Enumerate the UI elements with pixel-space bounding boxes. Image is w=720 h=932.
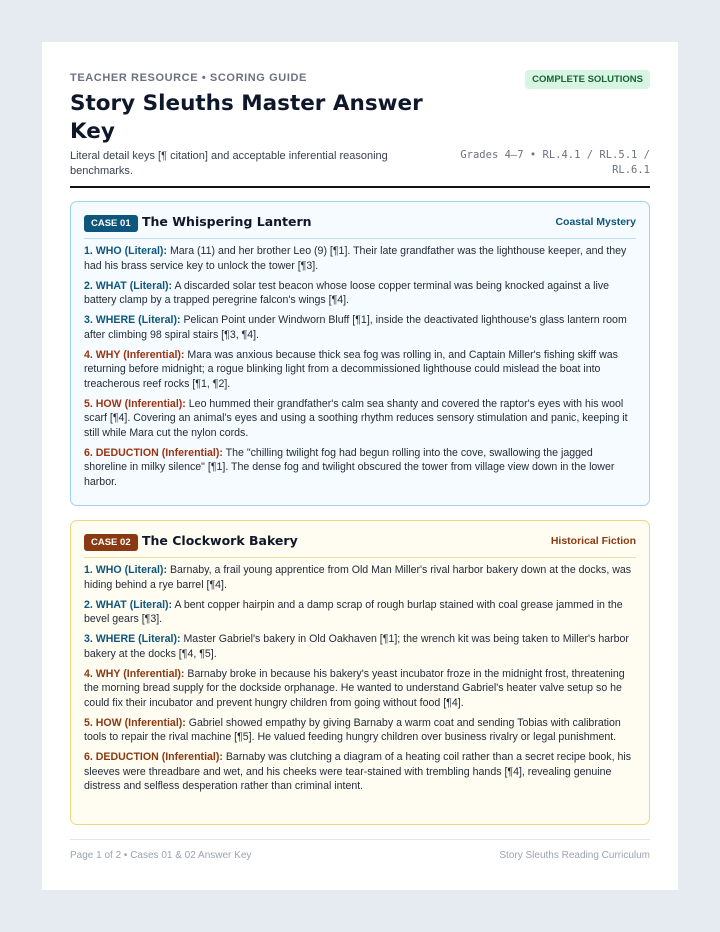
answer-item — [84, 446, 636, 490]
case-card-02 — [70, 520, 650, 825]
question-label: 5. HOW (Inferential): — [84, 716, 186, 729]
case-genre: Historical Fiction — [550, 535, 636, 547]
page-header — [70, 70, 650, 188]
answer-text: A bent copper hairpin and a damp scrap of rough burlap stained with coal grease jammed in the bevel gears [¶3]. — [84, 598, 623, 625]
answer-text: The "chilling twilight fog had begun rolling into the cove, swallowing the jagged shoreline in milky silence" [¶1]. The dense fog and twilight obscured the tower from village view down in the lower harbor. — [84, 446, 615, 488]
case-tag: CASE 01 — [84, 215, 138, 232]
question-label: 6. DEDUCTION (Inferential): — [84, 751, 223, 763]
answer-text: A discarded solar test beacon whose loose copper terminal was being knocked against a live battery clamp by a trapped peregrine falcon's wings [¶4]. — [84, 279, 610, 306]
question-label: 3. WHERE (Literal): — [84, 314, 181, 326]
answer-item — [84, 750, 636, 794]
question-label: 6. DEDUCTION (Inferential): — [84, 446, 223, 459]
answer-text: Gabriel showed empathy by giving Barnaby a warm coat and sending Tobias with calibration tools to repair the rival machine [¶5]. He valued feeding hungry children over business rivalry or legal punishment. — [84, 716, 621, 743]
question-label: 4. WHY (Inferential): — [84, 667, 185, 680]
answer-item — [84, 716, 636, 745]
case-title: The Whispering Lantern — [142, 214, 312, 229]
answer-item — [84, 313, 636, 342]
case-tag: CASE 02 — [84, 534, 138, 551]
question-label: 4. WHY (Inferential): — [84, 348, 185, 361]
complete-solutions-badge: COMPLETE SOLUTIONS — [525, 70, 650, 89]
case-header — [84, 521, 636, 558]
answer-text: Leo hummed their grandfather's calm sea shanty and covered the raptor's eyes with his wool scarf [¶4]. Covering an animal's eyes and using a soothing rhythm reduces sensory stimulation and panic, keeping it still while Mara cut the nylon cords. — [84, 397, 628, 439]
answer-item — [84, 397, 636, 441]
grade-standards: Grades 4–7 • RL.4.1 / RL.5.1 / RL.6.1 — [460, 149, 650, 176]
answer-text: Master Gabriel's bakery in Old Oakhaven [¶1]; the wrench kit was being taken to Miller's harbor bakery at the docks [¶4, ¶5]. — [84, 633, 629, 660]
answer-item — [84, 667, 636, 711]
answer-text: Barnaby was clutching a diagram of a heating coil rather than a secret recipe book, his sleeves were threadbare and wet, and his cheeks were tear-stained with trembling hands [¶4], revealing genuine distress and selfless desperation rather than criminal intent. — [84, 751, 632, 792]
case-title: The Clockwork Bakery — [142, 533, 298, 548]
question-label: 2. WHAT (Literal): — [84, 279, 173, 292]
case-card-01 — [70, 201, 650, 506]
footer-curriculum: Story Sleuths Reading Curriculum — [499, 850, 650, 861]
case-header — [84, 202, 636, 239]
question-label: 1. WHO (Literal): — [84, 245, 167, 257]
question-label: 3. WHERE (Literal): — [84, 633, 181, 645]
answer-item — [84, 279, 636, 308]
answer-text: Mara (11) and her brother Leo (9) [¶1]. Their late grandfather was the lighthouse keeper, and they had his brass service key to unlock the tower [¶3]. — [84, 245, 627, 272]
answer-item — [84, 244, 636, 273]
question-label: 2. WHAT (Literal): — [84, 598, 173, 611]
answer-item — [84, 632, 636, 661]
answer-text: Mara was anxious because thick sea fog was rolling in, and Captain Miller's fishing skiff was returning before midnight; a rogue blinking light from a decommissioned lighthouse could mislead the boat into treacherous reef rocks [¶1, ¶2]. — [84, 348, 618, 390]
page-footer — [70, 839, 650, 861]
eyebrow-label: TEACHER RESOURCE • SCORING GUIDE — [70, 72, 307, 84]
answer-item — [84, 598, 636, 627]
answer-text: Barnaby broke in because his bakery's yeast incubator froze in the midnight frost, threatening the morning bread supply for the dockside orphanage. He wanted to understand Gabriel's heater valve setup so he could fix their incubator and prevent hungry children from going without food [¶4]. — [84, 667, 625, 709]
question-label: 5. HOW (Inferential): — [84, 397, 186, 410]
answer-item — [84, 348, 636, 392]
answer-text: Pelican Point under Windworn Bluff [¶1], inside the deactivated lighthouse's glass lantern room after climbing 98 spiral stairs [¶3, ¶4]. — [84, 314, 627, 341]
case-genre: Coastal Mystery — [555, 216, 636, 228]
footer-page-info: Page 1 of 2 • Cases 01 & 02 Answer Key — [70, 850, 252, 861]
page-subtitle: Literal detail keys [¶ citation] and acceptable inferential reasoning benchmarks. — [70, 150, 388, 177]
answer-item — [84, 563, 636, 592]
question-label: 1. WHO (Literal): — [84, 564, 167, 576]
page-title: Story Sleuths Master Answer Key — [70, 91, 423, 144]
answer-text: Barnaby, a frail young apprentice from Old Man Miller's rival harbor bakery down at the docks, was hiding behind a rye barrel [¶4]. — [84, 564, 632, 591]
answer-key-page — [42, 42, 678, 890]
